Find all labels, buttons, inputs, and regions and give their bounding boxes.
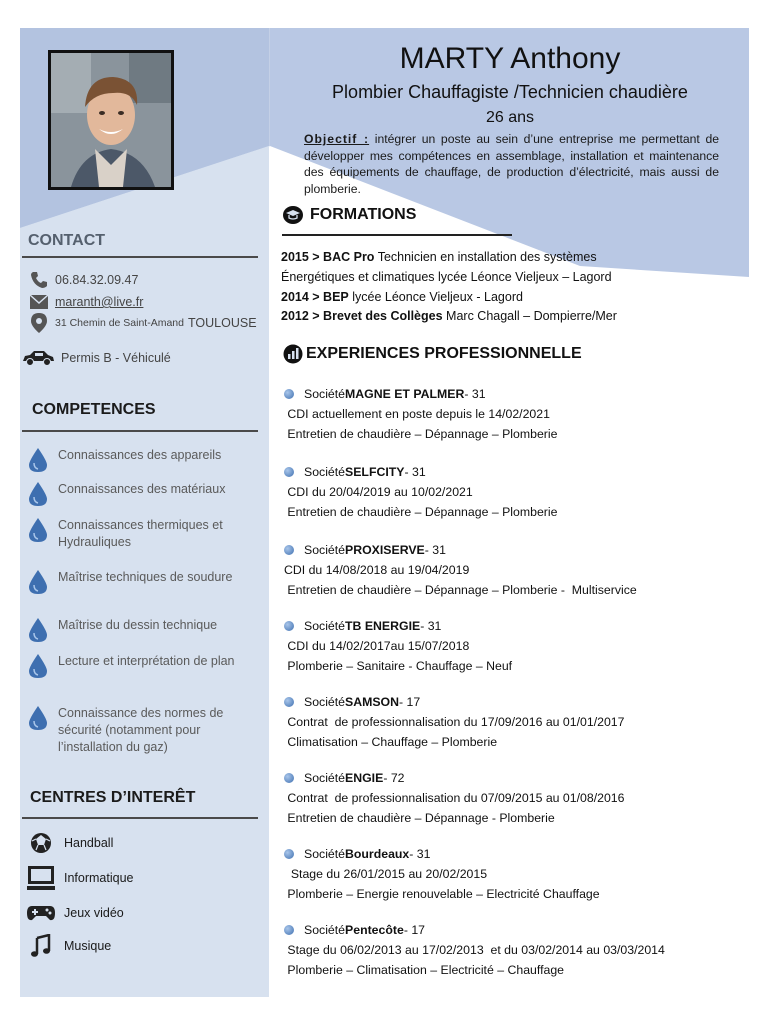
- water-drop-icon: [28, 569, 48, 600]
- phone-icon: [28, 270, 50, 290]
- sidebar: [20, 28, 269, 997]
- envelope-icon: [28, 292, 50, 312]
- experience-tasks: Plomberie – Climatisation – Electricité – Chauffage: [284, 963, 565, 977]
- experience-tasks: Entretien de chaudière – Dépannage – Plomberie: [284, 505, 558, 519]
- contact-address: [28, 313, 257, 333]
- experience-item: [284, 384, 734, 444]
- interest-label: Musique: [64, 939, 112, 953]
- experience-contract: CDI du 20/04/2019 au 10/02/2021: [284, 485, 473, 499]
- email-link[interactable]: maranth@live.fr: [55, 295, 144, 309]
- interest-item-informatique: [26, 866, 133, 890]
- experience-contract: Stage du 06/02/2013 au 17/02/2013 et du 03/02/2014 au 03/03/2014: [284, 943, 665, 957]
- objective-paragraph: [304, 131, 719, 197]
- water-drop-icon: [28, 447, 48, 478]
- competence-label: Maîtrise du dessin technique: [58, 618, 218, 632]
- experience-header: Société Pentecôte - 17: [284, 920, 734, 940]
- experience-contract: CDI du 14/02/2017au 15/07/2018: [284, 639, 470, 653]
- water-drop-icon: [28, 481, 48, 512]
- company-name: MAGNE ET PALMER: [345, 387, 465, 401]
- competence-label: Lecture et interprétation de plan: [58, 654, 235, 668]
- experience-contract: Stage du 26/01/2015 au 20/02/2015: [284, 867, 488, 881]
- company-name: ENGIE: [345, 771, 384, 785]
- bullet-icon: [284, 389, 294, 399]
- experience-header: Société SELFCITY - 31: [284, 462, 734, 482]
- competences-title: COMPETENCES: [32, 401, 156, 418]
- company-name: Pentecôte: [345, 923, 404, 937]
- contact-title: CONTACT: [28, 232, 106, 249]
- objective-label: Objectif :: [304, 132, 370, 146]
- experience-item: [284, 462, 734, 522]
- competence-item: [28, 447, 258, 478]
- contact-divider: [22, 256, 258, 258]
- address-city: TOULOUSE: [188, 316, 257, 330]
- formations-divider: [282, 234, 512, 236]
- company-name: PROXISERVE: [345, 543, 425, 557]
- graduation-cap-icon: [282, 204, 304, 226]
- experience-tasks: Climatisation – Chauffage – Plomberie: [284, 735, 498, 749]
- competence-label: Maîtrise techniques de soudure: [58, 570, 233, 584]
- company-name: SAMSON: [345, 695, 400, 709]
- bullet-icon: [284, 545, 294, 555]
- interests-divider: [22, 817, 258, 819]
- experience-item: [284, 616, 734, 676]
- competence-item: [28, 617, 258, 648]
- gamepad-icon: [26, 901, 56, 925]
- objective-text: intégrer un poste au sein d’une entreprise me permettant de développer mes compétences en assemblage, installation et maintenance des équipements de chauffage, de production d’électricité, mais aussi de plomberie.: [304, 132, 719, 196]
- interests-title: CENTRES D’INTERÊT: [30, 789, 196, 806]
- company-name: TB ENERGIE: [345, 619, 421, 633]
- experience-contract: Contrat de professionnalisation du 17/09/2016 au 01/01/2017: [284, 715, 625, 729]
- water-drop-icon: [28, 705, 48, 736]
- formations-title-text: FORMATIONS: [310, 206, 417, 223]
- competence-label: Connaissance des normes de sécurité (notamment pour l’installation du gaz): [58, 706, 224, 754]
- cv-page: [20, 28, 749, 997]
- experience-tasks: Entretien de chaudière – Dépannage - Plomberie: [284, 811, 555, 825]
- water-drop-icon: [28, 617, 48, 648]
- contact-permit: [20, 348, 171, 368]
- experience-contract: CDI du 14/08/2018 au 19/04/2019: [284, 563, 470, 577]
- candidate-age: 26 ans: [485, 109, 535, 126]
- interest-label: Informatique: [64, 871, 134, 885]
- bar-chart-icon: [282, 343, 304, 365]
- experience-contract: CDI actuellement en poste depuis le 14/02/2021: [284, 407, 550, 421]
- competence-label: Connaissances des appareils: [58, 448, 222, 462]
- experience-header: Société SAMSON - 17: [284, 692, 734, 712]
- formation-line: Énergétiques et climatiques lycée Léonce Vieljeux – Lagord: [281, 270, 612, 284]
- interest-item-handball: [26, 831, 113, 855]
- experience-header: Société MAGNE ET PALMER - 31: [284, 384, 734, 404]
- interest-item-jeux-video: [26, 901, 124, 925]
- experience-item: [284, 768, 734, 828]
- experience-header: Société ENGIE - 72: [284, 768, 734, 788]
- competence-item: [28, 653, 258, 684]
- formation-line: 2014 > BEP lycée Léonce Vieljeux - Lagord: [281, 290, 523, 304]
- phone-number: 06.84.32.09.47: [55, 273, 139, 287]
- formations-title: [282, 204, 416, 226]
- candidate-name: MARTY Anthony: [399, 42, 621, 75]
- competences-divider: [22, 430, 258, 432]
- bullet-icon: [284, 697, 294, 707]
- bullet-icon: [284, 773, 294, 783]
- bullet-icon: [284, 621, 294, 631]
- experiences-title: [282, 343, 582, 365]
- competence-item: [28, 481, 258, 512]
- experience-item: [284, 844, 734, 904]
- permit-text: Permis B - Véhiculé: [61, 351, 171, 365]
- experience-item: [284, 540, 734, 600]
- formation-line: 2012 > Brevet des Collèges Marc Chagall – Dompierre/Mer: [281, 309, 617, 323]
- profile-photo: [48, 50, 174, 190]
- experience-header: Société Bourdeaux - 31: [284, 844, 734, 864]
- music-note-icon: [26, 934, 56, 958]
- contact-email: [28, 292, 143, 312]
- bullet-icon: [284, 925, 294, 935]
- car-icon: [20, 348, 56, 368]
- competence-item: [28, 569, 258, 600]
- formation-line: 2015 > BAC Pro Technicien en installation des systèmes: [281, 250, 597, 264]
- interest-label: Jeux vidéo: [64, 906, 124, 920]
- competence-item: [28, 705, 258, 756]
- experience-item: [284, 692, 734, 752]
- experience-header: Société PROXISERVE - 31: [284, 540, 734, 560]
- experience-header: Société TB ENERGIE - 31: [284, 616, 734, 636]
- address-street: 31 Chemin de Saint-Amand: [55, 317, 184, 329]
- experience-tasks: Entretien de chaudière – Dépannage – Plomberie: [284, 427, 558, 441]
- competence-label: Connaissances thermiques et Hydrauliques: [58, 518, 223, 549]
- water-drop-icon: [28, 517, 48, 548]
- location-pin-icon: [28, 313, 50, 333]
- interest-label: Handball: [64, 836, 114, 850]
- competence-label: Connaissances des matériaux: [58, 482, 226, 496]
- experience-tasks: Plomberie – Energie renouvelable – Electricité Chauffage: [284, 887, 600, 901]
- experience-tasks: Plomberie – Sanitaire - Chauffage – Neuf: [284, 659, 513, 673]
- experience-tasks: Entretien de chaudière – Dépannage – Plomberie - Multiservice: [284, 583, 637, 597]
- job-title: Plombier Chauffagiste /Technicien chaudière: [332, 82, 688, 102]
- experience-contract: Contrat de professionnalisation du 07/09/2015 au 01/08/2016: [284, 791, 625, 805]
- water-drop-icon: [28, 653, 48, 684]
- interest-item-musique: [26, 934, 111, 958]
- company-name: Bourdeaux: [345, 847, 410, 861]
- competence-item: [28, 517, 258, 551]
- experiences-title-text: EXPERIENCES PROFESSIONNELLE: [306, 345, 582, 362]
- ball-icon: [26, 831, 56, 855]
- experience-item: [284, 920, 734, 980]
- computer-icon: [26, 866, 56, 890]
- bullet-icon: [284, 849, 294, 859]
- company-name: SELFCITY: [345, 465, 405, 479]
- bullet-icon: [284, 467, 294, 477]
- contact-phone: [28, 270, 138, 290]
